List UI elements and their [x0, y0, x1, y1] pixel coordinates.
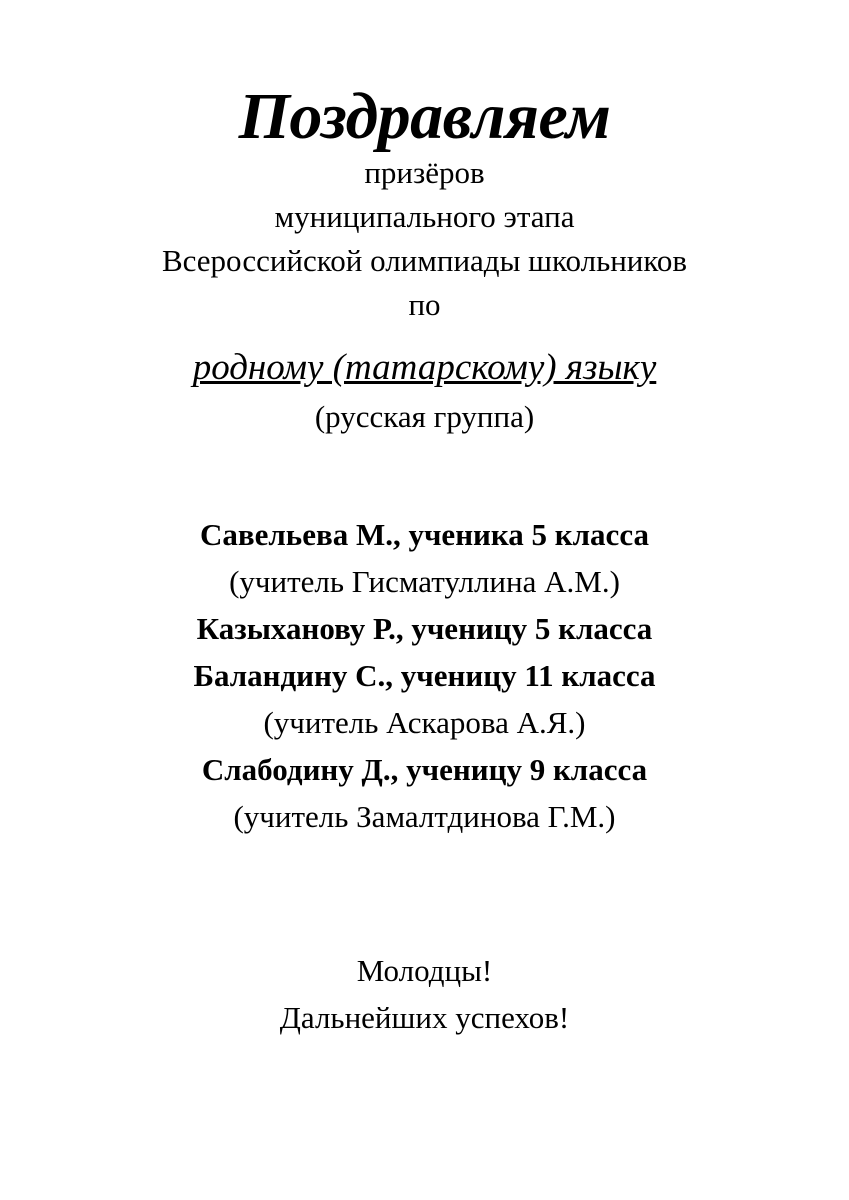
- closing-line-1: Молодцы!: [356, 953, 493, 989]
- winners-list: [0, 511, 849, 841]
- intro-line-2: муниципального этапа: [274, 199, 575, 235]
- list-item: Савельева М., ученика 5 класса: [200, 516, 649, 552]
- teacher-credit: (учитель Замалтдинова Г.М.): [233, 799, 616, 835]
- teacher-credit: (учитель Аскарова А.Я.): [263, 705, 586, 741]
- closing-block: [0, 948, 849, 1041]
- closing-line-2: Дальнейших успехов!: [279, 999, 570, 1035]
- list-item: Слабодину Д., ученицу 9 класса: [201, 752, 648, 788]
- teacher-credit: (учитель Гисматуллина А.М.): [229, 563, 620, 599]
- olympiad-subject: родному (татарскому) языку: [192, 347, 657, 389]
- intro-line-4: по: [408, 287, 441, 323]
- list-item: Баландину С., ученицу 11 класса: [193, 658, 656, 694]
- intro-line-1: призёров: [364, 155, 485, 191]
- page-title: Поздравляем: [238, 80, 611, 153]
- olympiad-group: (русская группа): [314, 399, 535, 435]
- list-item: Казыханову Р., ученицу 5 класса: [196, 610, 653, 646]
- intro-line-3: Всероссийской олимпиады школьников: [161, 243, 688, 279]
